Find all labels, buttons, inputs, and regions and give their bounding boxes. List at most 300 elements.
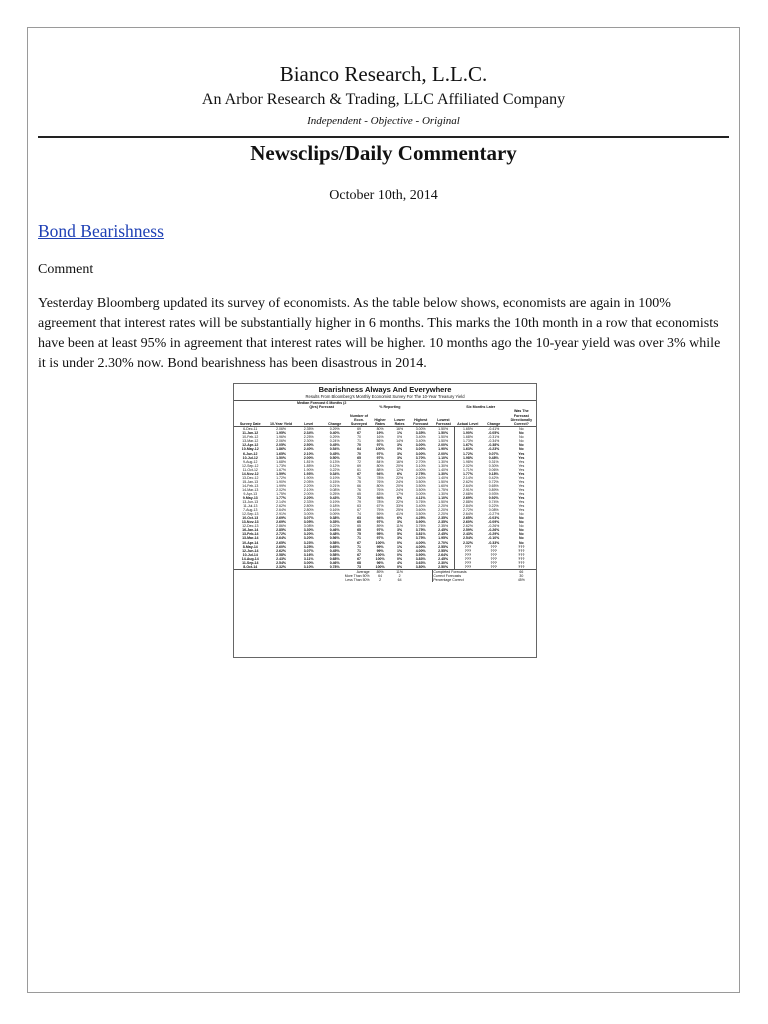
table-cell: 1.81% <box>303 459 314 464</box>
table-cell: 1% <box>397 548 403 553</box>
actual-change-header: Change <box>481 409 507 426</box>
table-cell: 1.30% <box>438 471 449 476</box>
table-cell: 76 <box>357 487 361 492</box>
table-cell: 1.90% <box>303 475 314 480</box>
table-cell: 1.50% <box>438 431 449 436</box>
table-cell: 8-May-14 <box>242 544 258 549</box>
table-cell: 3.40% <box>415 439 426 444</box>
table-cell: 71 <box>357 548 361 553</box>
table-cell: 0.25% <box>329 491 340 496</box>
table-cell: No <box>519 431 524 436</box>
table-cell: 13-Feb-14 <box>242 532 259 537</box>
table-cell: 0% <box>397 447 403 452</box>
table-cell: 73 <box>357 564 361 569</box>
table-cell: 2.64% <box>276 508 287 513</box>
table-cell: 3.00% <box>303 560 314 565</box>
table-cell: 0.22% <box>329 524 340 529</box>
table-cell: 63 <box>357 516 361 521</box>
table-cell: 2.14% <box>455 476 481 480</box>
survey-table <box>234 401 536 582</box>
table-cell: 3.07% <box>303 548 314 553</box>
table-cell: 71 <box>357 439 361 444</box>
table-cell: 1.65% <box>276 451 287 456</box>
table-cell: 3.70% <box>415 455 426 460</box>
table-cell: 2.20% <box>303 496 314 501</box>
table-cell: 3.60% <box>415 508 426 513</box>
table-cell: 0% <box>397 435 403 440</box>
table-cell: 4.00% <box>415 540 426 545</box>
table-cell: 10-May-12 <box>241 447 259 452</box>
table-cell: 13-Jun-13 <box>242 500 259 505</box>
table-cell: Yes <box>518 471 525 476</box>
table-cell: 94% <box>376 496 384 501</box>
table-cell: 3.08% <box>303 524 314 529</box>
change-header: Change <box>322 409 348 426</box>
table-cell: 3.11% <box>303 556 314 561</box>
table-cell: 1.65% <box>455 427 481 432</box>
company-affiliation: An Arbor Research & Trading, LLC Affiliated Company <box>201 91 566 108</box>
table-cell: 97% <box>376 536 384 541</box>
table-cell: 16% <box>376 435 384 440</box>
table-cell: Yes <box>518 491 525 496</box>
table-cell: 0.06% <box>488 467 499 472</box>
table-cell: Yes <box>518 459 525 464</box>
table-cell: 4.00% <box>415 544 426 549</box>
actual-level-header: Actual Level <box>455 409 481 426</box>
table-cell: 2.35% <box>303 427 314 432</box>
table-cell: 2.35% <box>438 516 449 521</box>
table-cell: Yes <box>518 508 525 513</box>
table-cell: 9-May-13 <box>242 496 258 501</box>
table-cell: 3.76% <box>415 524 426 529</box>
table-cell: -0.38% <box>488 443 500 448</box>
table-cell: 14-Feb-13 <box>242 483 259 488</box>
average-higher: 89% <box>370 569 389 574</box>
table-cell: 1.68% <box>276 459 287 464</box>
table-cell: 1.99% <box>276 483 287 488</box>
table-cell: 0.09% <box>329 512 340 517</box>
table-cell: 0.46% <box>329 560 340 565</box>
table-cell: 78% <box>376 500 384 505</box>
table-cell: 11-Oct-12 <box>242 467 258 472</box>
bearishness-table <box>233 383 537 658</box>
table-cell: 3% <box>397 451 403 456</box>
table-cell: 76% <box>376 479 384 484</box>
table-cell: 2.60% <box>455 520 481 524</box>
table-cell: 17% <box>396 491 404 496</box>
table-cell: 0% <box>397 556 403 561</box>
table-cell: 0.50% <box>329 455 340 460</box>
table-cell: 1.75% <box>276 491 287 496</box>
table-cell: 8-Oct-14 <box>243 564 258 569</box>
table-cell: -0.03% <box>488 516 500 521</box>
table-cell: 2.00% <box>438 451 449 456</box>
table-cell: 96% <box>376 560 384 565</box>
table-cell: 3.50% <box>415 483 426 488</box>
pct-correct-value: 45% <box>517 578 525 583</box>
table-cell: 6% <box>397 516 403 521</box>
table-cell: Yes <box>518 479 525 484</box>
table-cell: 80% <box>376 463 384 468</box>
table-cell: 66 <box>357 483 361 488</box>
table-cell: 100% <box>375 564 385 569</box>
table-cell: 1.40% <box>438 475 449 480</box>
table-cell: 6% <box>397 496 403 501</box>
table-cell: 2.02% <box>455 464 481 468</box>
table-cell: 67% <box>376 504 384 509</box>
table-cell: 0.07% <box>488 451 499 456</box>
table-cell: 2.69% <box>276 516 287 521</box>
table-cell: 1.85% <box>303 463 314 468</box>
table-cell: 1.90% <box>276 479 287 484</box>
table-cell: 0.48% <box>329 532 340 537</box>
table-cell: 2.60% <box>415 475 426 480</box>
table-cell: 99% <box>376 548 384 553</box>
highest-forecast-header: Highest Forecast <box>409 409 432 426</box>
table-cell: 0.31% <box>488 459 499 464</box>
table-cell: 2.45% <box>438 528 449 533</box>
table-cell: 75 <box>357 532 361 537</box>
table-cell: 3.63% <box>415 560 426 565</box>
table-cell: 3.05% <box>303 520 314 525</box>
six-months-later-header: Six Months Later <box>466 405 496 410</box>
table-cell: 0.56% <box>329 536 340 541</box>
table-cell: No <box>519 524 524 529</box>
table-cell: 2.68% <box>455 492 481 496</box>
table-cell: 63 <box>357 504 361 509</box>
table-cell: 2.25% <box>303 435 314 440</box>
table-cell: 2.70% <box>438 540 449 545</box>
table-cell: 0.40% <box>329 431 340 436</box>
table-cell: 0.35% <box>329 520 340 525</box>
table-cell: 3.00% <box>415 427 426 432</box>
table-cell: 2.59% <box>455 528 481 532</box>
table-cell: 2.20% <box>303 483 314 488</box>
table-cell: 41% <box>396 512 404 517</box>
table-cell: 3% <box>397 443 403 448</box>
table-cell: 68 <box>357 560 361 565</box>
table-cell: 3% <box>397 455 403 460</box>
table-cell: 1.63% <box>455 447 481 451</box>
table-cell: 19% <box>376 431 384 436</box>
table-cell: 4.00% <box>415 548 426 553</box>
table-cell: 100% <box>375 556 385 561</box>
table-cell: Yes <box>518 467 525 472</box>
table-cell: 2.06% <box>276 439 287 444</box>
article-body: Yesterday Bloomberg updated its survey of economists. As the table below shows, economists are again in 100% agreement that interest rates will be substantially higher in 6 months. This marks the 10th month in a row that economists have been at least 95% in agreement that interest rates will be higher. 10 months ago the 10-year yield was over 3% while it is under 2.30% now. Bond bearishness has been disastrous in 2014. <box>38 296 721 371</box>
table-cell: 83% <box>376 491 384 496</box>
table-cell: 2.40% <box>303 447 314 452</box>
table-cell: 65 <box>357 520 361 525</box>
table-cell: 10-Apr-14 <box>242 540 259 545</box>
table-cell: No <box>519 512 524 517</box>
table-cell: 0.58% <box>329 540 340 545</box>
table-cell: 2.20% <box>438 512 449 517</box>
table-cell: 3.25% <box>303 544 314 549</box>
table-footer <box>234 569 536 582</box>
table-cell: ??? <box>455 565 481 570</box>
lower-rates-header: Lower Rates <box>390 409 409 426</box>
table-cell: ??? <box>455 557 481 561</box>
table-cell: 3.81% <box>415 532 426 537</box>
table-cell: 11-Jan-12 <box>242 431 259 436</box>
table-cell: 2.02% <box>276 487 287 492</box>
table-cell: -0.34% <box>488 439 500 444</box>
less-than-higher: 2 <box>379 578 382 583</box>
table-cell: No <box>519 540 524 545</box>
table-cell: 14-Nov-12 <box>241 471 259 476</box>
table-cell: 11-Jul-13 <box>243 504 258 509</box>
table-cell: 4% <box>397 560 403 565</box>
company-name: Bianco Research, L.L.C. <box>279 62 488 86</box>
table-cell: 59% <box>376 512 384 517</box>
table-cell: ??? <box>518 564 525 569</box>
table-cell: -0.23% <box>488 447 500 452</box>
table-cell: 3.00% <box>415 443 426 448</box>
table-cell: 3.40% <box>415 504 426 509</box>
table-cell: 86% <box>376 439 384 444</box>
table-cell: No <box>519 536 524 541</box>
article-title-link[interactable]: Bond Bearishness <box>38 221 164 241</box>
table-cell: 7-Aug-13 <box>243 508 258 513</box>
table-cell: Yes <box>518 487 525 492</box>
table-cell: 89% <box>376 524 384 529</box>
table-cell: 0.74% <box>488 500 499 505</box>
table-cell: 3.50% <box>415 479 426 484</box>
table-cell: Yes <box>518 475 525 480</box>
table-cell: 6-Dec-11 <box>243 427 258 432</box>
table-cell: 0.19% <box>329 500 340 505</box>
table-cell: 3.75% <box>415 536 426 541</box>
table-cell: Yes <box>518 463 525 468</box>
table-cell: ??? <box>455 561 481 565</box>
table-cell: 2.64% <box>438 552 449 557</box>
table-cell: 2.64% <box>455 484 481 488</box>
table-cell: ??? <box>518 560 525 565</box>
table-cell: Yes <box>518 451 525 456</box>
table-cell: 20% <box>396 463 404 468</box>
table-cell: 75% <box>376 508 384 513</box>
table-cell: 2.34% <box>303 431 314 436</box>
table-cell: 97% <box>376 443 384 448</box>
table-body <box>234 427 536 570</box>
survey-date-header: Survey Date <box>234 409 266 426</box>
table-cell: 2.75% <box>415 471 426 476</box>
table-cell: 76% <box>376 487 384 492</box>
table-cell: 1.67% <box>276 467 287 472</box>
table-cell: 1.71% <box>455 468 481 472</box>
table-cell: 2.45% <box>438 556 449 561</box>
table-cell: 97% <box>376 451 384 456</box>
table-cell: 1.90% <box>438 447 449 452</box>
table-title: Bearishness Always And Everywhere <box>318 385 452 394</box>
table-subtitle: Results From Bloomberg's Monthly Economist Survey For The 10-Year Treasury Yield <box>234 394 536 401</box>
table-cell: 1.73% <box>276 463 287 468</box>
table-cell: 22% <box>396 500 404 505</box>
table-cell: 24% <box>396 479 404 484</box>
table-cell: 94% <box>376 516 384 521</box>
table-cell: 2.64% <box>455 512 481 516</box>
table-cell: 12-Apr-12 <box>242 443 259 448</box>
more-than-lower: 2 <box>398 574 401 579</box>
correct-label: Correct Forecasts <box>432 574 507 578</box>
table-cell: 3.76% <box>415 500 426 505</box>
table-cell: 64 <box>357 447 361 452</box>
less-than-lower: 64 <box>397 578 402 583</box>
table-cell: 97% <box>376 455 384 460</box>
table-cell: 70 <box>357 451 361 456</box>
table-cell: No <box>519 532 524 537</box>
table-cell: 11-Sep-14 <box>242 560 259 565</box>
table-cell: 2.65% <box>455 516 481 520</box>
table-cell: 2.14% <box>276 500 287 505</box>
table-cell: 0.92% <box>488 496 499 501</box>
table-cell: 2.35% <box>438 524 449 529</box>
table-cell: 3.00% <box>415 447 426 452</box>
table-cell: 3.30% <box>303 528 314 533</box>
table-cell: 16% <box>396 427 404 432</box>
table-cell: 2.86% <box>276 524 287 529</box>
more-than-higher: 64 <box>378 574 383 579</box>
correct-value: 30 <box>519 574 524 579</box>
company-tagline: Independent - Objective - Original <box>307 115 460 127</box>
table-cell: 0.78% <box>329 564 340 569</box>
table-cell: 67 <box>357 471 361 476</box>
table-cell: 1.68% <box>455 435 481 439</box>
average-lower: 11% <box>390 569 409 574</box>
table-cell: 3.50% <box>415 512 426 517</box>
table-cell: 1.77% <box>455 472 481 476</box>
table-cell: 3.00% <box>415 451 426 456</box>
table-cell: 1.95% <box>276 431 287 436</box>
table-cell: 2.20% <box>438 504 449 509</box>
table-cell: 2.69% <box>276 520 287 525</box>
table-cell: No <box>519 528 524 533</box>
table-cell: 0.89% <box>488 487 499 492</box>
table-cell: 14% <box>396 439 404 444</box>
table-cell: 1.73% <box>455 439 481 443</box>
table-cell: 1.90% <box>455 431 481 435</box>
table-cell: ??? <box>518 556 525 561</box>
table-cell: 3% <box>397 528 403 533</box>
table-cell: 2.85% <box>276 528 287 533</box>
table-cell: 6% <box>397 471 403 476</box>
table-cell: 1.50% <box>276 455 287 460</box>
table-cell: 2.10% <box>303 451 314 456</box>
table-cell: 1.72% <box>455 452 481 456</box>
table-cell: ??? <box>490 552 497 557</box>
table-cell: 2.62% <box>276 548 287 553</box>
table-cell: 1.40% <box>438 467 449 472</box>
table-cell: 1% <box>397 431 403 436</box>
table-cell: 2.54% <box>455 536 481 540</box>
table-cell: 6-Jun-12 <box>243 451 258 456</box>
table-cell: No <box>519 447 524 452</box>
pct-correct-label: Percentage Correct <box>432 578 507 582</box>
table-cell: 1% <box>397 544 403 549</box>
table-cell: 3.83% <box>415 556 426 561</box>
table-cell: 2.70% <box>415 459 426 464</box>
table-cell: 16% <box>396 459 404 464</box>
table-cell: 13-Mar-12 <box>242 439 259 444</box>
table-cell: 2.43% <box>276 556 287 561</box>
table-cell: 9-Aug-12 <box>243 459 258 464</box>
table-cell: 1.50% <box>438 479 449 484</box>
table-cell: 25% <box>396 508 404 513</box>
table-cell: 3.10% <box>415 463 426 468</box>
table-cell: 0% <box>397 552 403 557</box>
table-cell: 2.54% <box>276 560 287 565</box>
table-cell: 65 <box>357 491 361 496</box>
table-cell: -0.10% <box>488 536 500 541</box>
table-cell: 0.45% <box>329 548 340 553</box>
table-cell: 71 <box>357 544 361 549</box>
table-cell: 72 <box>357 459 361 464</box>
table-cell: 2.84% <box>455 504 481 508</box>
table-cell: 65 <box>357 528 361 533</box>
table-cell: 1.50% <box>438 427 449 432</box>
table-cell: ??? <box>518 544 525 549</box>
table-cell: 0.68% <box>329 556 340 561</box>
table-cell: 3.50% <box>415 487 426 492</box>
table-cell: 1.98% <box>455 460 481 464</box>
table-cell: ??? <box>518 552 525 557</box>
completed-label: Completed Forecasts <box>432 569 507 574</box>
table-cell: 10-Feb-12 <box>242 435 259 440</box>
table-cell: No <box>519 439 524 444</box>
table-cell: 2.62% <box>455 524 481 528</box>
table-cell: 0.45% <box>329 443 340 448</box>
table-cell: 0.08% <box>488 508 499 513</box>
table-cell: ??? <box>490 564 497 569</box>
table-cell: 2.80% <box>303 504 314 509</box>
table-cell: 1.10% <box>438 455 449 460</box>
table-cell: 0.16% <box>329 508 340 513</box>
pct-reporting-header: % Reporting <box>379 405 401 410</box>
table-cell: ??? <box>455 549 481 553</box>
table-cell: 13-Dec-12 <box>242 475 259 480</box>
table-cell: 9-Apr-13 <box>243 491 258 496</box>
table-cell: 3.80% <box>415 564 426 569</box>
table-cell: 2.05% <box>276 443 287 448</box>
table-cell: 1.75% <box>438 487 449 492</box>
table-cell: 4.00% <box>415 467 426 472</box>
table-cell: 2.55% <box>438 544 449 549</box>
table-cell: 12-Sep-12 <box>242 463 259 468</box>
table-cell: 0.45% <box>329 451 340 456</box>
table-cell: 79 <box>357 500 361 505</box>
table-cell: 13-Nov-13 <box>241 520 259 525</box>
table-cell: -0.29% <box>488 532 500 537</box>
table-cell: 0.21% <box>329 483 340 488</box>
table-cell: 2.88% <box>455 500 481 504</box>
table-cell: 3.90% <box>415 552 426 557</box>
table-cell: 100% <box>375 552 385 557</box>
table-cell: No <box>519 443 524 448</box>
table-cell: 14-Mar-13 <box>242 487 259 492</box>
table-cell: 0% <box>397 540 403 545</box>
table-cell: 2.06% <box>276 427 287 432</box>
table-cell: 10-Jul-14 <box>242 552 258 557</box>
table-cell: -0.26% <box>488 528 500 533</box>
table-cell: Yes <box>518 483 525 488</box>
table-cell: 12% <box>396 467 404 472</box>
table-cell: 12-Jun-14 <box>242 548 259 553</box>
table-cell: 2.00% <box>438 443 449 448</box>
table-cell: 2.65% <box>276 540 287 545</box>
table-cell: 0.22% <box>329 467 340 472</box>
table-cell: 0.46% <box>329 528 340 533</box>
